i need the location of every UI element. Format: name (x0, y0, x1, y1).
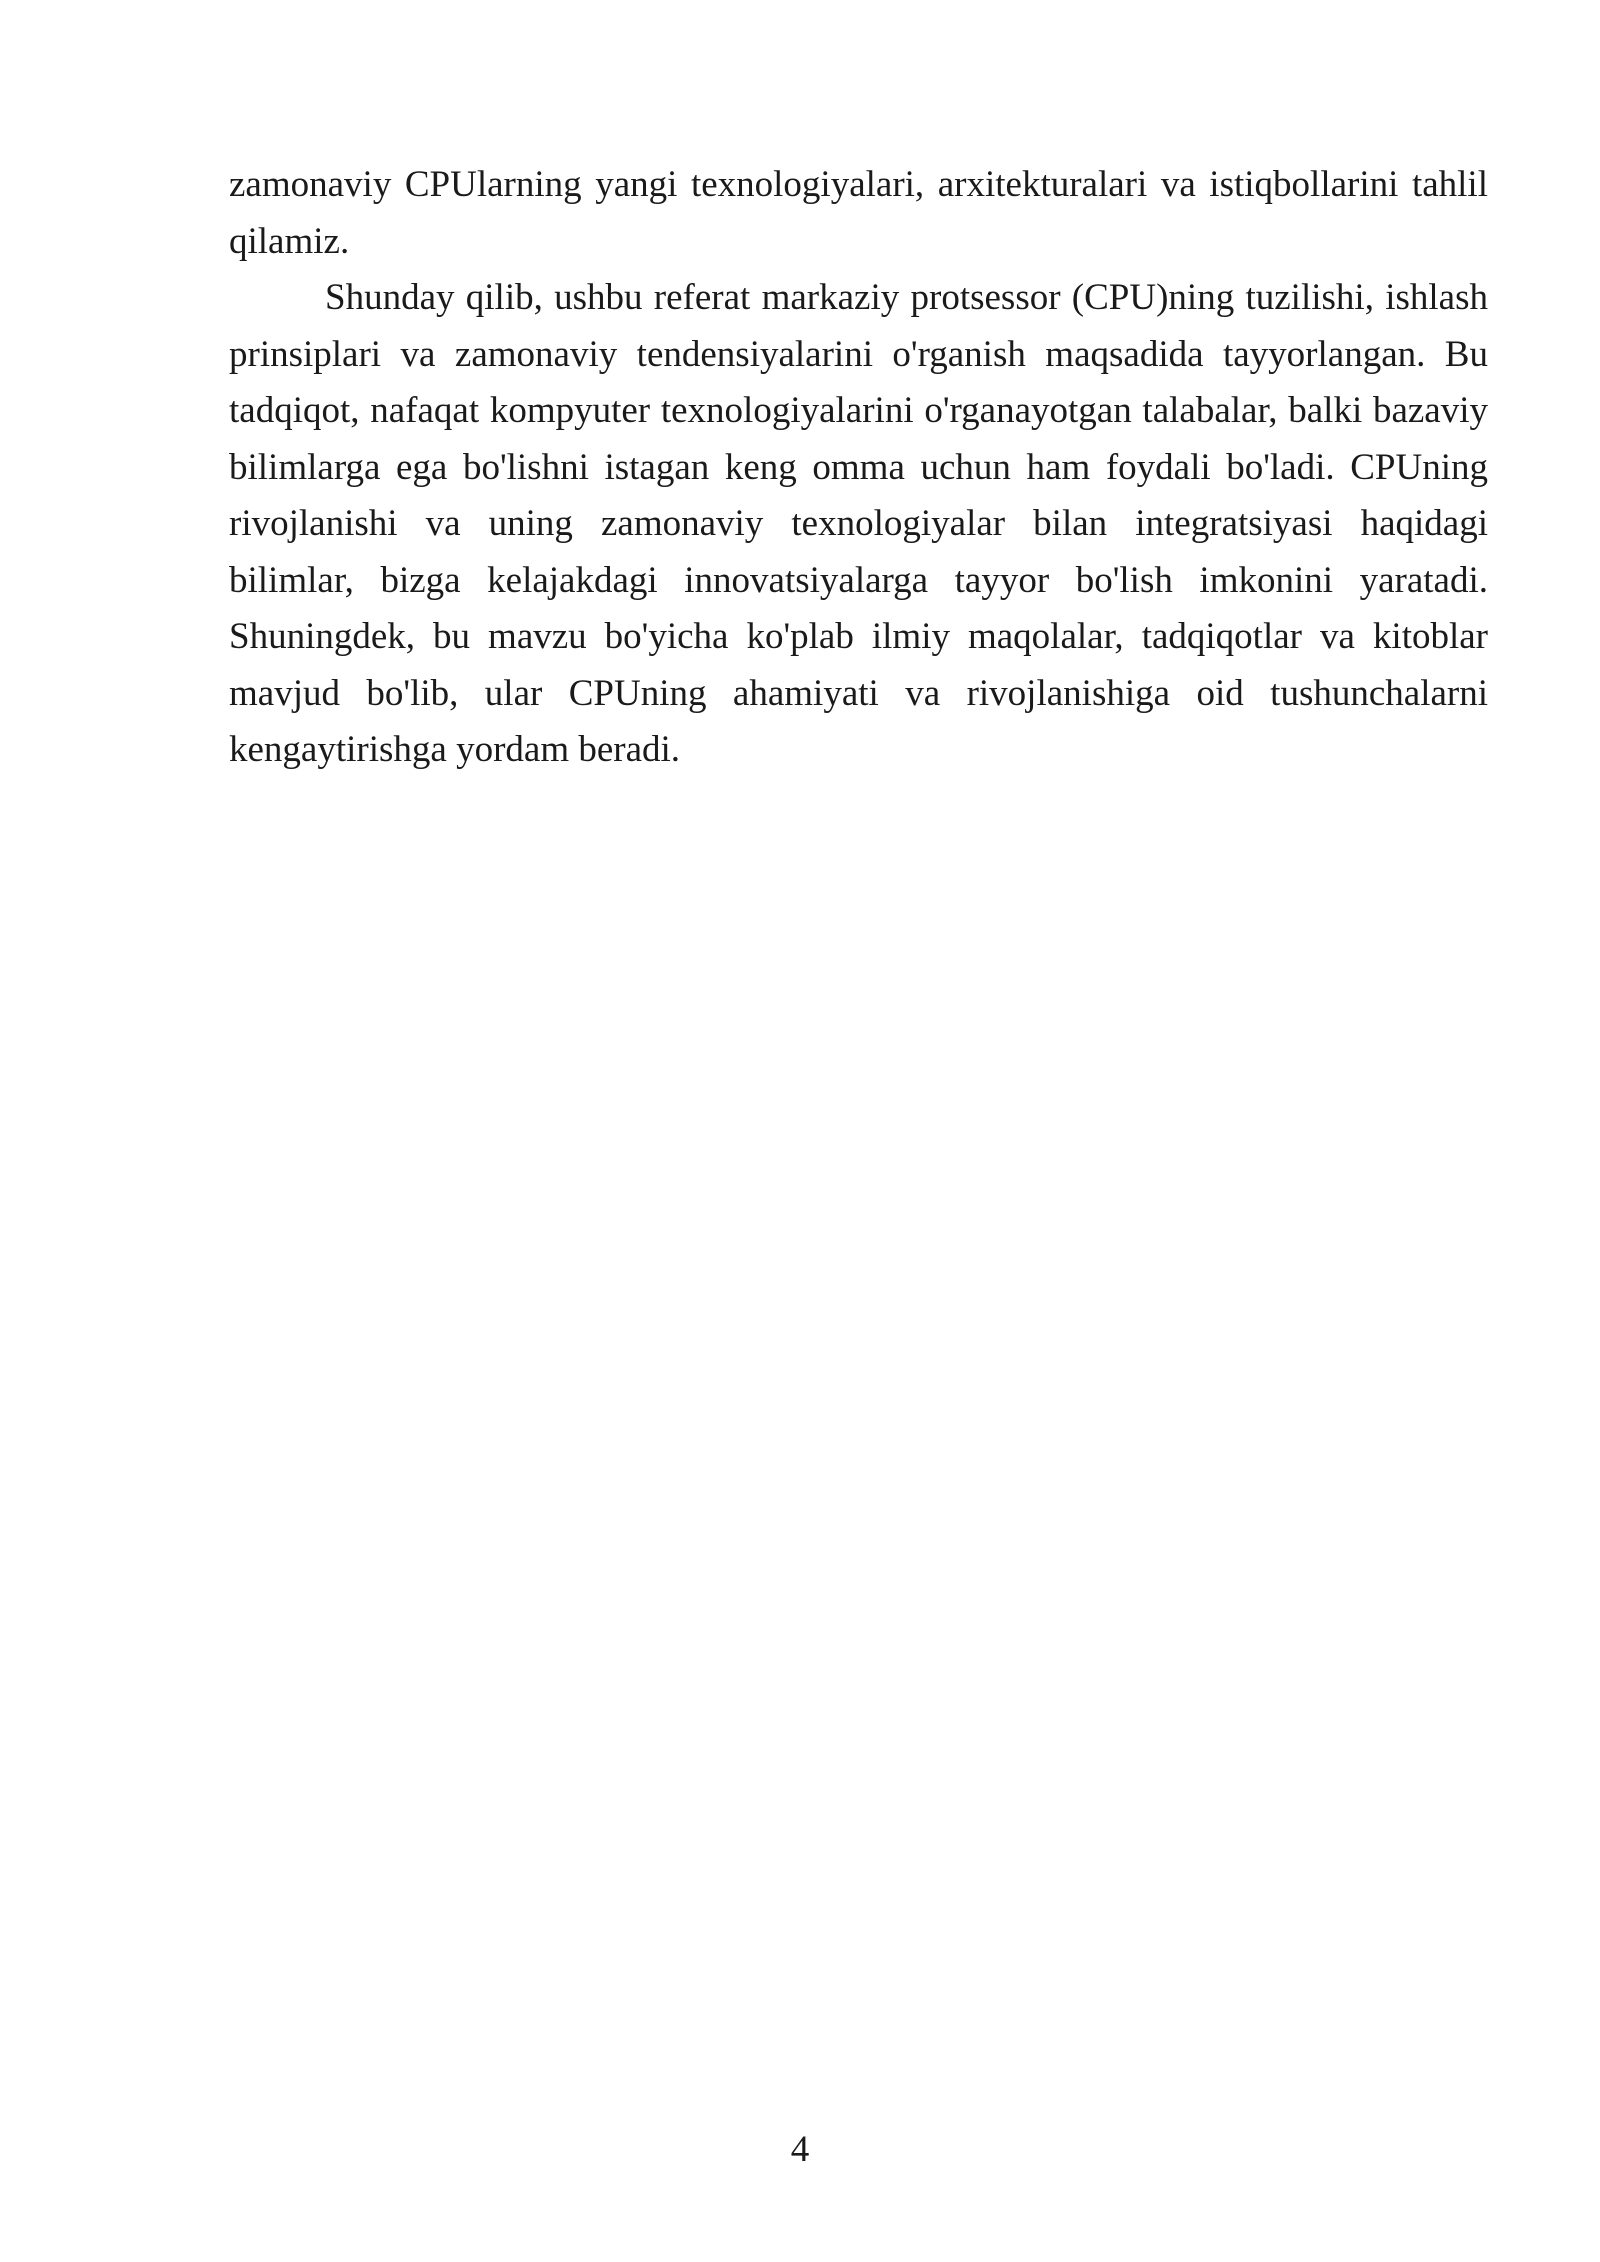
body-text (229, 157, 1488, 779)
paragraph-conclusion: Shunday qilib, ushbu referat markaziy protsessor (CPU)ning tuzilishi, ishlash prinsiplari va zamonaviy tendensiyalarini o'rganish maqsadida tayyorlangan. Bu tadqiqot, nafaqat kompyuter texnologiyalarini o'rganayotgan talabalar, balki bazaviy bilimlarga ega bo'lishni istagan keng omma uchun ham foydali bo'ladi. CPUning rivojlanishi va uning zamonaviy texnologiyalar bilan integratsiyasi haqidagi bilimlar, bizga kelajakdagi innovatsiyalarga tayyor bo'lish imkonini yaratadi. Shuningdek, bu mavzu bo'yicha ko'plab ilmiy maqolalar, tadqiqotlar va kitoblar mavjud bo'lib, ular CPUning ahamiyati va rivojlanishiga oid tushunchalarni kengaytirishga yordam beradi. (229, 277, 1488, 770)
paragraph-continuation: zamonaviy CPUlarning yangi texnologiyalari, arxitekturalari va istiqbollarini tahlil qilamiz. (229, 164, 1488, 262)
page-number: 4 (790, 2129, 810, 2170)
